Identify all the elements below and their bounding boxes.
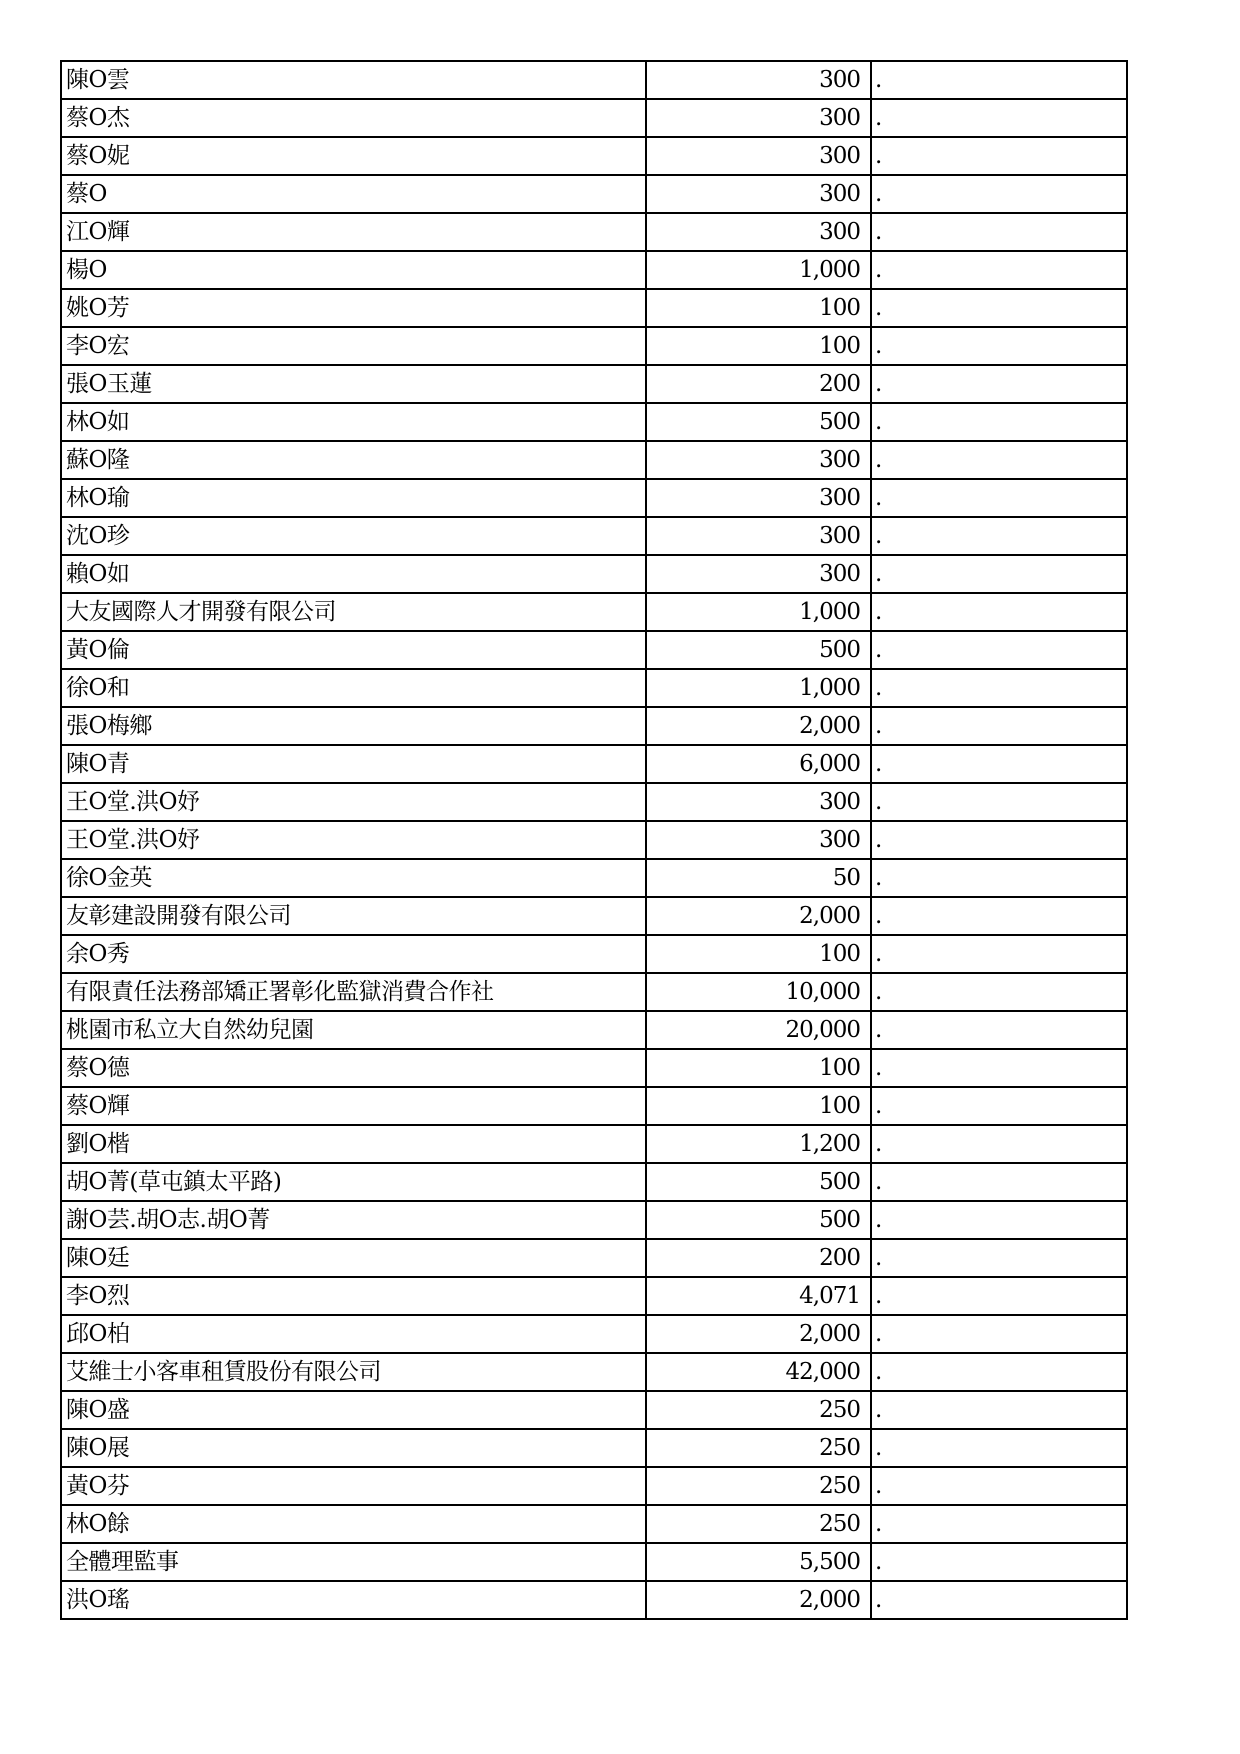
table-row: [61, 1277, 1127, 1315]
amount-cell: 300: [646, 821, 871, 859]
amount-cell: 300: [646, 175, 871, 213]
table-row: [61, 707, 1127, 745]
amount-cell: 2,000: [646, 1581, 871, 1619]
table-row: [61, 897, 1127, 935]
note-cell: .: [871, 973, 1127, 1011]
donor-name-cell: 徐O和: [61, 669, 646, 707]
table-row: [61, 403, 1127, 441]
table-row: [61, 631, 1127, 669]
amount-cell: 300: [646, 99, 871, 137]
amount-cell: 42,000: [646, 1353, 871, 1391]
note-cell: .: [871, 1087, 1127, 1125]
table-row: [61, 175, 1127, 213]
donor-name-cell: 沈O珍: [61, 517, 646, 555]
donor-name-cell: 有限責任法務部矯正署彰化監獄消費合作社: [61, 973, 646, 1011]
note-cell: .: [871, 745, 1127, 783]
note-cell: .: [871, 593, 1127, 631]
amount-cell: 300: [646, 517, 871, 555]
donor-name-cell: 陳O雲: [61, 61, 646, 99]
donor-name-cell: 江O輝: [61, 213, 646, 251]
table-row: [61, 669, 1127, 707]
donor-name-cell: 大友國際人才開發有限公司: [61, 593, 646, 631]
donor-name-cell: 林O如: [61, 403, 646, 441]
amount-cell: 250: [646, 1391, 871, 1429]
amount-cell: 500: [646, 1163, 871, 1201]
table-row: [61, 213, 1127, 251]
table-row: [61, 1391, 1127, 1429]
donor-name-cell: 謝O芸.胡O志.胡O菁: [61, 1201, 646, 1239]
table-row: [61, 745, 1127, 783]
donation-table: [60, 60, 1128, 1620]
table-row: [61, 137, 1127, 175]
amount-cell: 300: [646, 479, 871, 517]
amount-cell: 5,500: [646, 1543, 871, 1581]
note-cell: .: [871, 1277, 1127, 1315]
table-row: [61, 1429, 1127, 1467]
table-row: [61, 479, 1127, 517]
note-cell: .: [871, 403, 1127, 441]
donor-name-cell: 艾維士小客車租賃股份有限公司: [61, 1353, 646, 1391]
table-row: [61, 327, 1127, 365]
table-row: [61, 1125, 1127, 1163]
amount-cell: 300: [646, 555, 871, 593]
note-cell: .: [871, 631, 1127, 669]
note-cell: .: [871, 1391, 1127, 1429]
note-cell: .: [871, 213, 1127, 251]
amount-cell: 300: [646, 783, 871, 821]
note-cell: .: [871, 327, 1127, 365]
note-cell: .: [871, 441, 1127, 479]
table-row: [61, 1239, 1127, 1277]
donor-name-cell: 桃園市私立大自然幼兒園: [61, 1011, 646, 1049]
note-cell: .: [871, 289, 1127, 327]
donor-name-cell: 陳O盛: [61, 1391, 646, 1429]
table-row: [61, 1543, 1127, 1581]
donor-name-cell: 陳O展: [61, 1429, 646, 1467]
table-row: [61, 365, 1127, 403]
note-cell: .: [871, 1581, 1127, 1619]
note-cell: .: [871, 61, 1127, 99]
note-cell: .: [871, 175, 1127, 213]
amount-cell: 1,000: [646, 669, 871, 707]
table-row: [61, 1353, 1127, 1391]
donor-name-cell: 全體理監事: [61, 1543, 646, 1581]
note-cell: .: [871, 1049, 1127, 1087]
table-row: [61, 935, 1127, 973]
table-row: [61, 99, 1127, 137]
donor-name-cell: 賴O如: [61, 555, 646, 593]
note-cell: .: [871, 1353, 1127, 1391]
table-row: [61, 517, 1127, 555]
table-body: [61, 61, 1127, 1619]
donor-name-cell: 王O堂.洪O妤: [61, 821, 646, 859]
table-row: [61, 1163, 1127, 1201]
amount-cell: 100: [646, 1049, 871, 1087]
amount-cell: 10,000: [646, 973, 871, 1011]
amount-cell: 200: [646, 365, 871, 403]
amount-cell: 100: [646, 289, 871, 327]
donor-name-cell: 張O玉蓮: [61, 365, 646, 403]
note-cell: .: [871, 669, 1127, 707]
donor-name-cell: 黃O芬: [61, 1467, 646, 1505]
note-cell: .: [871, 1239, 1127, 1277]
donor-name-cell: 林O瑜: [61, 479, 646, 517]
table-row: [61, 555, 1127, 593]
amount-cell: 50: [646, 859, 871, 897]
note-cell: .: [871, 707, 1127, 745]
amount-cell: 250: [646, 1429, 871, 1467]
donor-name-cell: 陳O廷: [61, 1239, 646, 1277]
amount-cell: 2,000: [646, 1315, 871, 1353]
donor-name-cell: 劉O楷: [61, 1125, 646, 1163]
note-cell: .: [871, 479, 1127, 517]
table-row: [61, 1467, 1127, 1505]
table-row: [61, 1581, 1127, 1619]
donor-name-cell: 林O餘: [61, 1505, 646, 1543]
note-cell: .: [871, 897, 1127, 935]
amount-cell: 6,000: [646, 745, 871, 783]
table-row: [61, 251, 1127, 289]
table-row: [61, 61, 1127, 99]
amount-cell: 300: [646, 441, 871, 479]
table-row: [61, 289, 1127, 327]
table-row: [61, 973, 1127, 1011]
note-cell: .: [871, 1505, 1127, 1543]
table-row: [61, 441, 1127, 479]
note-cell: .: [871, 517, 1127, 555]
amount-cell: 20,000: [646, 1011, 871, 1049]
note-cell: .: [871, 251, 1127, 289]
amount-cell: 1,200: [646, 1125, 871, 1163]
note-cell: .: [871, 859, 1127, 897]
amount-cell: 500: [646, 631, 871, 669]
donor-name-cell: 黃O倫: [61, 631, 646, 669]
amount-cell: 300: [646, 137, 871, 175]
donor-name-cell: 蔡O妮: [61, 137, 646, 175]
table-row: [61, 1505, 1127, 1543]
donor-name-cell: 陳O青: [61, 745, 646, 783]
amount-cell: 300: [646, 61, 871, 99]
table-row: [61, 1201, 1127, 1239]
donor-name-cell: 蘇O隆: [61, 441, 646, 479]
note-cell: .: [871, 1315, 1127, 1353]
donor-name-cell: 蔡O杰: [61, 99, 646, 137]
donor-name-cell: 胡O菁(草屯鎮太平路): [61, 1163, 646, 1201]
donor-name-cell: 王O堂.洪O妤: [61, 783, 646, 821]
donor-name-cell: 友彰建設開發有限公司: [61, 897, 646, 935]
note-cell: .: [871, 365, 1127, 403]
donor-name-cell: 張O梅鄉: [61, 707, 646, 745]
table-row: [61, 821, 1127, 859]
note-cell: .: [871, 1125, 1127, 1163]
table-row: [61, 1315, 1127, 1353]
donor-name-cell: 徐O金英: [61, 859, 646, 897]
table-row: [61, 1011, 1127, 1049]
donor-name-cell: 蔡O: [61, 175, 646, 213]
table-row: [61, 1049, 1127, 1087]
donor-name-cell: 姚O芳: [61, 289, 646, 327]
note-cell: .: [871, 1201, 1127, 1239]
amount-cell: 1,000: [646, 593, 871, 631]
note-cell: .: [871, 1467, 1127, 1505]
note-cell: .: [871, 783, 1127, 821]
table-row: [61, 593, 1127, 631]
note-cell: .: [871, 1543, 1127, 1581]
note-cell: .: [871, 1163, 1127, 1201]
amount-cell: 2,000: [646, 707, 871, 745]
amount-cell: 250: [646, 1467, 871, 1505]
note-cell: .: [871, 137, 1127, 175]
amount-cell: 4,071: [646, 1277, 871, 1315]
table-row: [61, 859, 1127, 897]
amount-cell: 200: [646, 1239, 871, 1277]
amount-cell: 1,000: [646, 251, 871, 289]
donor-name-cell: 蔡O德: [61, 1049, 646, 1087]
note-cell: .: [871, 1011, 1127, 1049]
table-row: [61, 1087, 1127, 1125]
donor-name-cell: 余O秀: [61, 935, 646, 973]
amount-cell: 100: [646, 327, 871, 365]
table-row: [61, 783, 1127, 821]
donor-name-cell: 李O烈: [61, 1277, 646, 1315]
amount-cell: 100: [646, 1087, 871, 1125]
amount-cell: 300: [646, 213, 871, 251]
donor-name-cell: 洪O瑤: [61, 1581, 646, 1619]
note-cell: .: [871, 1429, 1127, 1467]
amount-cell: 250: [646, 1505, 871, 1543]
donor-name-cell: 李O宏: [61, 327, 646, 365]
note-cell: .: [871, 555, 1127, 593]
note-cell: .: [871, 821, 1127, 859]
amount-cell: 500: [646, 1201, 871, 1239]
amount-cell: 2,000: [646, 897, 871, 935]
amount-cell: 500: [646, 403, 871, 441]
donor-name-cell: 邱O柏: [61, 1315, 646, 1353]
donor-name-cell: 楊O: [61, 251, 646, 289]
note-cell: .: [871, 99, 1127, 137]
donor-name-cell: 蔡O輝: [61, 1087, 646, 1125]
amount-cell: 100: [646, 935, 871, 973]
note-cell: .: [871, 935, 1127, 973]
